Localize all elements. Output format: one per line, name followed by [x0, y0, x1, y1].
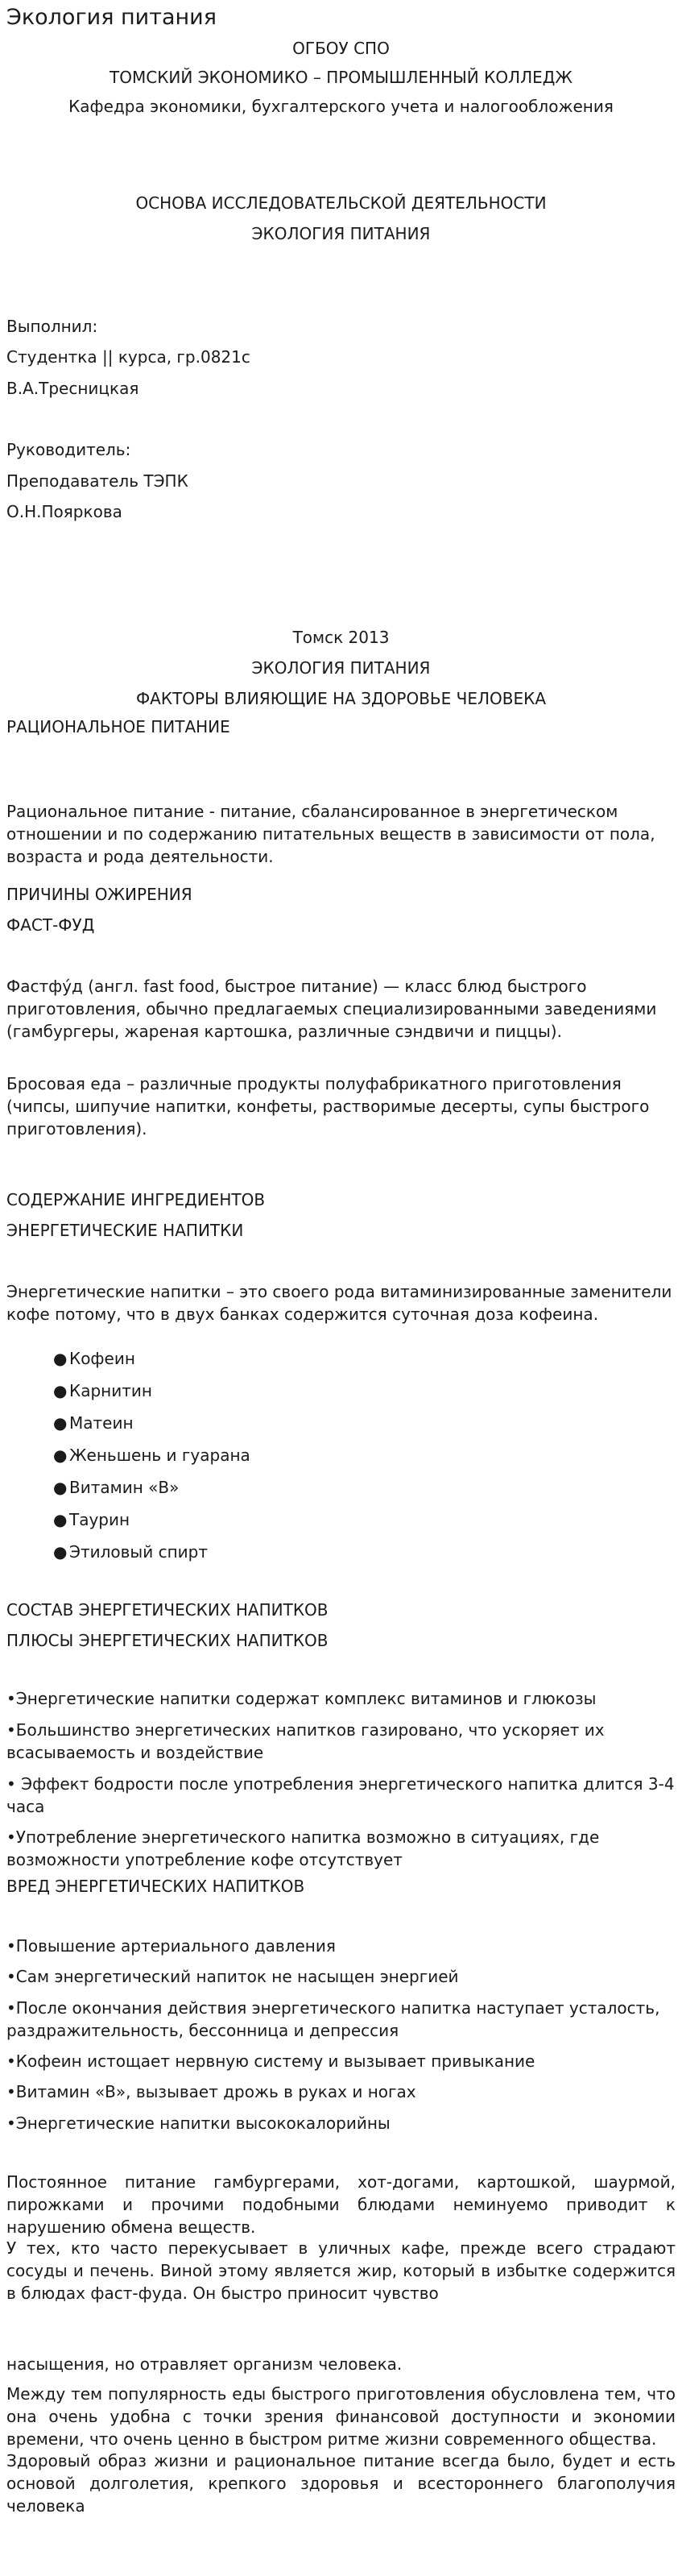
bullet-icon: ●: [53, 1542, 68, 1562]
page-title: Экология питания: [6, 5, 217, 30]
bullet-icon: ●: [53, 1478, 68, 1497]
satiety-paragraph: насыщения, но отравляет организм человека.: [6, 2354, 403, 2374]
pro-item: •Энергетические напитки содержат комплекс витаминов и глюкозы: [6, 1689, 597, 1708]
harm-item: •Повышение артериального давления: [6, 1936, 336, 1956]
work-title: ЭКОЛОГИЯ ПИТАНИЯ: [251, 224, 431, 243]
junk-food-paragraph: Бросовая еда – различные продукты полуфабрикатного приготовления (чипсы, шипучие напитки, конфеты, растворимые десерты, супы быстрого приготовления).: [6, 1074, 650, 1139]
heading-composition: СОСТАВ ЭНЕРГЕТИЧЕСКИХ НАПИТКОВ: [6, 1600, 329, 1620]
rational-paragraph: Рациональное питание - питание, сбалансированное в энергетическом отношении и по содержанию питательных веществ в зависимости от пола, возраста и рода деятельности.: [6, 802, 655, 866]
heading-fastfood: ФАСТ-ФУД: [6, 915, 95, 935]
bullet-icon: ●: [53, 1381, 68, 1400]
supervisor-position: Преподаватель ТЭПК: [6, 471, 188, 491]
popularity-paragraph: Между тем популярность еды быстрого приготовления обусловлена тем, что она очень удобна с точки зрения финансовой доступности и экономии времени, что очень ценно в быстром ритме жизни современного общества.: [6, 2384, 676, 2449]
heading-pros: ПЛЮСЫ ЭНЕРГЕТИЧЕСКИХ НАПИТКОВ: [6, 1631, 329, 1650]
heading-factors: ФАКТОРЫ ВЛИЯЮЩИЕ НА ЗДОРОВЬЕ ЧЕЛОВЕКА: [135, 689, 547, 708]
list-item: ● Кофеин: [0, 1342, 250, 1375]
list-item: ● Этиловый спирт: [0, 1536, 250, 1568]
harm-item: •Энергетические напитки высококалорийны: [6, 2113, 391, 2133]
organization-name: ОГБОУ СПО: [292, 39, 390, 58]
energy-drinks-paragraph: Энергетические напитки – это своего рода витаминизированные заменители кофе потому, что в двух банках содержится суточная доза кофеина.: [6, 1282, 672, 1324]
bullet-icon: ●: [53, 1413, 68, 1433]
bullet-icon: ●: [53, 1446, 68, 1465]
heading-ingredients: СОДЕРЖАНИЕ ИНГРЕДИЕНТОВ: [6, 1190, 266, 1209]
pro-item: • Эффект бодрости после употребления энергетического напитка длится 3-4 часа: [6, 1774, 675, 1816]
city-year: Томск 2013: [292, 628, 390, 647]
harm-item: •Витамин «В», вызывает дрожь в руках и ногах: [6, 2082, 416, 2101]
bullet-icon: ●: [53, 1510, 68, 1529]
list-item: ● Карнитин: [0, 1375, 250, 1407]
constant-fastfood-paragraph: Постоянное питание гамбургерами, хот-догами, картошкой, шаурмой, пирожками и прочими подобными блюдами неминуемо приводит к нарушению обмена веществ.: [6, 2172, 676, 2237]
student-course: Студентка || курса, гр.0821с: [6, 347, 250, 367]
supervisor-label: Руководитель:: [6, 440, 131, 459]
healthy-lifestyle-paragraph: Здоровый образ жизни и рациональное питание всегда было, будет и есть основой долголетия, крепкого здоровья и всестороннего благополучия человека: [6, 2451, 676, 2516]
department-name: Кафедра экономики, бухгалтерского учета и налогообложения: [68, 97, 614, 116]
harm-item: •Кофеин истощает нервную систему и вызывает привыкание: [6, 2051, 535, 2071]
work-type: ОСНОВА ИССЛЕДОВАТЕЛЬСКОЙ ДЕЯТЕЛЬНОСТИ: [135, 193, 547, 213]
heading-ecology: ЭКОЛОГИЯ ПИТАНИЯ: [251, 658, 431, 678]
pro-item: •Большинство энергетических напитков газировано, что ускоряет их всасываемость и воздействие: [6, 1720, 605, 1762]
harm-item: •После окончания действия энергетического напитка наступает усталость, раздражительность, бессонница и депрессия: [6, 1998, 660, 2040]
student-name: В.А.Тресницкая: [6, 379, 139, 398]
supervisor-name: О.Н.Пояркова: [6, 502, 122, 521]
street-cafe-paragraph: У тех, кто часто перекусывает в уличных кафе, прежде всего страдают сосуды и печень. Виной этому является жир, который в избытке содержится в блюдах фаст-фуда. Он быстро приносит чувство: [6, 2238, 676, 2303]
bullet-icon: ●: [53, 1349, 68, 1368]
heading-harm: ВРЕД ЭНЕРГЕТИЧЕСКИХ НАПИТКОВ: [6, 1877, 305, 1896]
college-name: ТОМСКИЙ ЭКОНОМИКО – ПРОМЫШЛЕННЫЙ КОЛЛЕДЖ: [110, 68, 572, 87]
pro-item: •Употребление энергетического напитка возможно в ситуациях, где возможности употребление кофе отсутствует: [6, 1827, 600, 1869]
list-item: ● Матеин: [0, 1407, 250, 1439]
harm-item: •Сам энергетический напиток не насыщен энергией: [6, 1967, 459, 1986]
fastfood-paragraph: Фастфу́д (англ. fast food, быстрое питание) — класс блюд быстрого приготовления, обычно предлагаемых специализированными заведениями (гамбургеры, жареная картошка, различные сэндвичи и пиццы).: [6, 977, 657, 1041]
heading-obesity: ПРИЧИНЫ ОЖИРЕНИЯ: [6, 885, 192, 904]
list-item: ● Таурин: [0, 1504, 250, 1536]
performed-label: Выполнил:: [6, 317, 98, 336]
list-item: ● Женьшень и гуарана: [0, 1439, 250, 1471]
list-item: ● Витамин «В»: [0, 1471, 250, 1504]
heading-energy-drinks: ЭНЕРГЕТИЧЕСКИЕ НАПИТКИ: [6, 1221, 244, 1240]
heading-rational: РАЦИОНАЛЬНОЕ ПИТАНИЕ: [6, 717, 230, 736]
ingredients-list: [0, 1342, 250, 1568]
